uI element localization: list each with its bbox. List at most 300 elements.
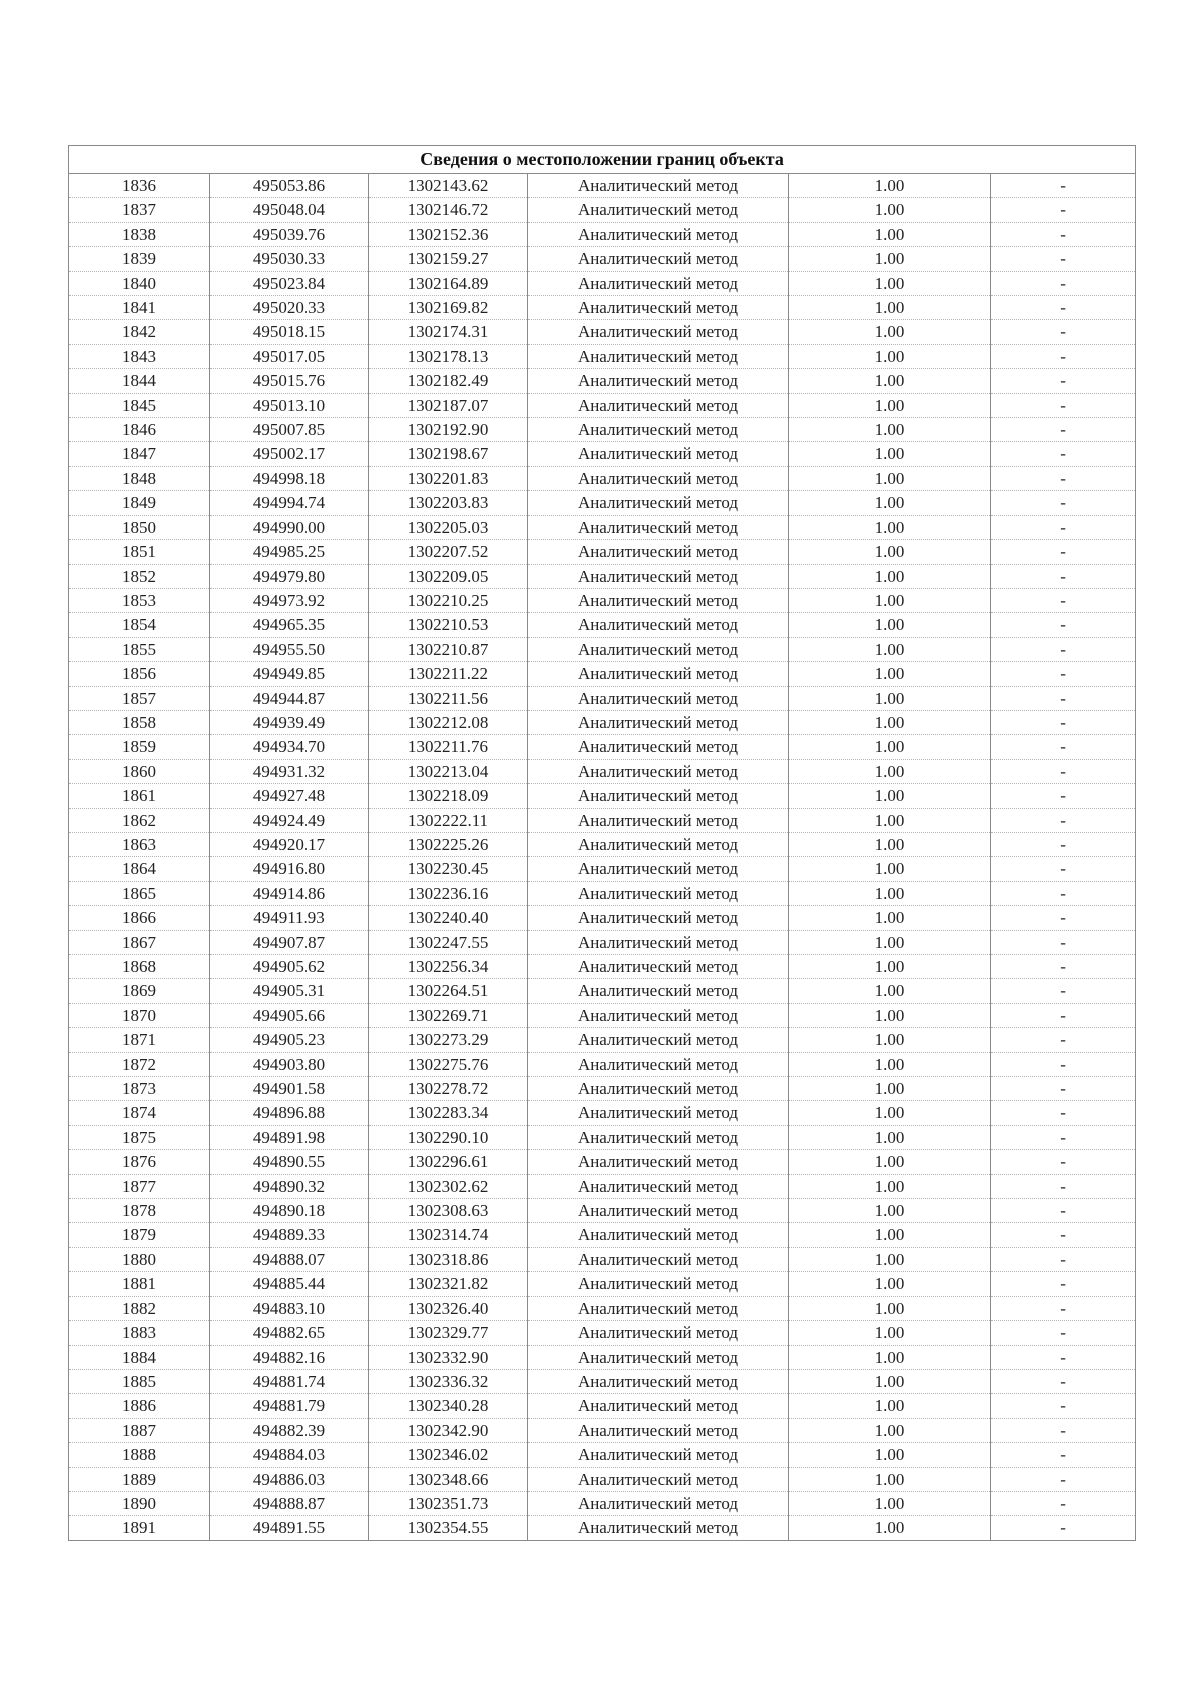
description-cell: - [991, 906, 1136, 930]
method-cell: Аналитический метод [528, 784, 789, 808]
x-coordinate-cell: 494889.33 [210, 1223, 369, 1247]
y-coordinate-cell: 1302290.10 [369, 1125, 528, 1149]
description-cell: - [991, 369, 1136, 393]
y-coordinate-cell: 1302182.49 [369, 369, 528, 393]
y-coordinate-cell: 1302351.73 [369, 1491, 528, 1515]
table-row [69, 320, 1136, 344]
accuracy-cell: 1.00 [789, 1516, 991, 1540]
description-cell: - [991, 564, 1136, 588]
accuracy-cell: 1.00 [789, 442, 991, 466]
method-cell: Аналитический метод [528, 222, 789, 246]
description-cell: - [991, 540, 1136, 564]
accuracy-cell: 1.00 [789, 369, 991, 393]
y-coordinate-cell: 1302247.55 [369, 930, 528, 954]
x-coordinate-cell: 495015.76 [210, 369, 369, 393]
accuracy-cell: 1.00 [789, 710, 991, 734]
table-row [69, 466, 1136, 490]
method-cell: Аналитический метод [528, 1443, 789, 1467]
y-coordinate-cell: 1302178.13 [369, 344, 528, 368]
description-cell: - [991, 271, 1136, 295]
x-coordinate-cell: 494890.55 [210, 1150, 369, 1174]
accuracy-cell: 1.00 [789, 540, 991, 564]
x-coordinate-cell: 494882.39 [210, 1418, 369, 1442]
method-cell: Аналитический метод [528, 271, 789, 295]
description-cell: - [991, 1321, 1136, 1345]
x-coordinate-cell: 494905.23 [210, 1028, 369, 1052]
accuracy-cell: 1.00 [789, 1174, 991, 1198]
method-cell: Аналитический метод [528, 662, 789, 686]
table-row [69, 735, 1136, 759]
table-row [69, 979, 1136, 1003]
description-cell: - [991, 1369, 1136, 1393]
accuracy-cell: 1.00 [789, 393, 991, 417]
description-cell: - [991, 1003, 1136, 1027]
table-row [69, 1247, 1136, 1271]
point-number-cell: 1864 [69, 857, 210, 881]
y-coordinate-cell: 1302275.76 [369, 1052, 528, 1076]
table-row [69, 784, 1136, 808]
table-row [69, 906, 1136, 930]
table-title-row [69, 146, 1136, 174]
x-coordinate-cell: 495018.15 [210, 320, 369, 344]
point-number-cell: 1868 [69, 955, 210, 979]
point-number-cell: 1861 [69, 784, 210, 808]
y-coordinate-cell: 1302283.34 [369, 1101, 528, 1125]
point-number-cell: 1843 [69, 344, 210, 368]
point-number-cell: 1888 [69, 1443, 210, 1467]
method-cell: Аналитический метод [528, 296, 789, 320]
y-coordinate-cell: 1302143.62 [369, 174, 528, 198]
y-coordinate-cell: 1302198.67 [369, 442, 528, 466]
method-cell: Аналитический метод [528, 613, 789, 637]
table-row [69, 857, 1136, 881]
boundary-coordinates-table [68, 145, 1136, 1541]
x-coordinate-cell: 494924.49 [210, 808, 369, 832]
method-cell: Аналитический метод [528, 564, 789, 588]
description-cell: - [991, 1223, 1136, 1247]
description-cell: - [991, 1028, 1136, 1052]
description-cell: - [991, 1150, 1136, 1174]
accuracy-cell: 1.00 [789, 1345, 991, 1369]
description-cell: - [991, 1199, 1136, 1223]
description-cell: - [991, 515, 1136, 539]
x-coordinate-cell: 494881.79 [210, 1394, 369, 1418]
x-coordinate-cell: 494882.65 [210, 1321, 369, 1345]
description-cell: - [991, 808, 1136, 832]
x-coordinate-cell: 494903.80 [210, 1052, 369, 1076]
table-row [69, 613, 1136, 637]
table-row [69, 222, 1136, 246]
x-coordinate-cell: 494990.00 [210, 515, 369, 539]
point-number-cell: 1867 [69, 930, 210, 954]
y-coordinate-cell: 1302212.08 [369, 710, 528, 734]
point-number-cell: 1839 [69, 247, 210, 271]
method-cell: Аналитический метод [528, 1272, 789, 1296]
method-cell: Аналитический метод [528, 686, 789, 710]
x-coordinate-cell: 495023.84 [210, 271, 369, 295]
table-row [69, 930, 1136, 954]
point-number-cell: 1858 [69, 710, 210, 734]
point-number-cell: 1856 [69, 662, 210, 686]
x-coordinate-cell: 495048.04 [210, 198, 369, 222]
accuracy-cell: 1.00 [789, 906, 991, 930]
method-cell: Аналитический метод [528, 1125, 789, 1149]
point-number-cell: 1853 [69, 588, 210, 612]
point-number-cell: 1871 [69, 1028, 210, 1052]
description-cell: - [991, 613, 1136, 637]
method-cell: Аналитический метод [528, 1467, 789, 1491]
table-row [69, 418, 1136, 442]
description-cell: - [991, 1272, 1136, 1296]
description-cell: - [991, 784, 1136, 808]
x-coordinate-cell: 494891.98 [210, 1125, 369, 1149]
x-coordinate-cell: 494939.49 [210, 710, 369, 734]
point-number-cell: 1884 [69, 1345, 210, 1369]
x-coordinate-cell: 494905.62 [210, 955, 369, 979]
x-coordinate-cell: 494881.74 [210, 1369, 369, 1393]
y-coordinate-cell: 1302211.22 [369, 662, 528, 686]
method-cell: Аналитический метод [528, 1028, 789, 1052]
table-row [69, 1003, 1136, 1027]
table-row [69, 198, 1136, 222]
table-row [69, 344, 1136, 368]
y-coordinate-cell: 1302210.87 [369, 637, 528, 661]
table-row [69, 1443, 1136, 1467]
description-cell: - [991, 759, 1136, 783]
accuracy-cell: 1.00 [789, 955, 991, 979]
point-number-cell: 1862 [69, 808, 210, 832]
y-coordinate-cell: 1302205.03 [369, 515, 528, 539]
method-cell: Аналитический метод [528, 466, 789, 490]
method-cell: Аналитический метод [528, 1077, 789, 1101]
accuracy-cell: 1.00 [789, 222, 991, 246]
table-body [69, 174, 1136, 1541]
point-number-cell: 1869 [69, 979, 210, 1003]
table-row [69, 1101, 1136, 1125]
table-row [69, 369, 1136, 393]
point-number-cell: 1887 [69, 1418, 210, 1442]
description-cell: - [991, 1516, 1136, 1540]
point-number-cell: 1846 [69, 418, 210, 442]
accuracy-cell: 1.00 [789, 1321, 991, 1345]
x-coordinate-cell: 494886.03 [210, 1467, 369, 1491]
x-coordinate-cell: 494884.03 [210, 1443, 369, 1467]
point-number-cell: 1883 [69, 1321, 210, 1345]
accuracy-cell: 1.00 [789, 1369, 991, 1393]
table-row [69, 1467, 1136, 1491]
accuracy-cell: 1.00 [789, 1247, 991, 1271]
table-row [69, 808, 1136, 832]
method-cell: Аналитический метод [528, 857, 789, 881]
method-cell: Аналитический метод [528, 1101, 789, 1125]
method-cell: Аналитический метод [528, 1491, 789, 1515]
table-title: Сведения о местоположении границ объекта [69, 146, 1136, 174]
accuracy-cell: 1.00 [789, 930, 991, 954]
method-cell: Аналитический метод [528, 1369, 789, 1393]
accuracy-cell: 1.00 [789, 588, 991, 612]
table-row [69, 1345, 1136, 1369]
description-cell: - [991, 247, 1136, 271]
method-cell: Аналитический метод [528, 1418, 789, 1442]
method-cell: Аналитический метод [528, 1345, 789, 1369]
accuracy-cell: 1.00 [789, 491, 991, 515]
method-cell: Аналитический метод [528, 344, 789, 368]
y-coordinate-cell: 1302302.62 [369, 1174, 528, 1198]
y-coordinate-cell: 1302318.86 [369, 1247, 528, 1271]
accuracy-cell: 1.00 [789, 759, 991, 783]
point-number-cell: 1865 [69, 881, 210, 905]
x-coordinate-cell: 495017.05 [210, 344, 369, 368]
description-cell: - [991, 466, 1136, 490]
accuracy-cell: 1.00 [789, 1003, 991, 1027]
accuracy-cell: 1.00 [789, 686, 991, 710]
point-number-cell: 1844 [69, 369, 210, 393]
x-coordinate-cell: 494890.18 [210, 1199, 369, 1223]
accuracy-cell: 1.00 [789, 296, 991, 320]
description-cell: - [991, 588, 1136, 612]
y-coordinate-cell: 1302236.16 [369, 881, 528, 905]
x-coordinate-cell: 494949.85 [210, 662, 369, 686]
table-row [69, 1077, 1136, 1101]
point-number-cell: 1881 [69, 1272, 210, 1296]
x-coordinate-cell: 494911.93 [210, 906, 369, 930]
accuracy-cell: 1.00 [789, 320, 991, 344]
accuracy-cell: 1.00 [789, 1296, 991, 1320]
method-cell: Аналитический метод [528, 369, 789, 393]
method-cell: Аналитический метод [528, 1321, 789, 1345]
accuracy-cell: 1.00 [789, 1418, 991, 1442]
method-cell: Аналитический метод [528, 808, 789, 832]
accuracy-cell: 1.00 [789, 247, 991, 271]
y-coordinate-cell: 1302354.55 [369, 1516, 528, 1540]
point-number-cell: 1855 [69, 637, 210, 661]
point-number-cell: 1889 [69, 1467, 210, 1491]
y-coordinate-cell: 1302326.40 [369, 1296, 528, 1320]
point-number-cell: 1880 [69, 1247, 210, 1271]
table-row [69, 710, 1136, 734]
x-coordinate-cell: 494931.32 [210, 759, 369, 783]
table-row [69, 491, 1136, 515]
description-cell: - [991, 198, 1136, 222]
x-coordinate-cell: 494985.25 [210, 540, 369, 564]
method-cell: Аналитический метод [528, 1003, 789, 1027]
table-row [69, 1394, 1136, 1418]
y-coordinate-cell: 1302329.77 [369, 1321, 528, 1345]
accuracy-cell: 1.00 [789, 1394, 991, 1418]
x-coordinate-cell: 494944.87 [210, 686, 369, 710]
point-number-cell: 1852 [69, 564, 210, 588]
method-cell: Аналитический метод [528, 1516, 789, 1540]
accuracy-cell: 1.00 [789, 1491, 991, 1515]
x-coordinate-cell: 495053.86 [210, 174, 369, 198]
y-coordinate-cell: 1302192.90 [369, 418, 528, 442]
y-coordinate-cell: 1302210.53 [369, 613, 528, 637]
method-cell: Аналитический метод [528, 515, 789, 539]
method-cell: Аналитический метод [528, 832, 789, 856]
description-cell: - [991, 1491, 1136, 1515]
y-coordinate-cell: 1302296.61 [369, 1150, 528, 1174]
accuracy-cell: 1.00 [789, 1125, 991, 1149]
y-coordinate-cell: 1302321.82 [369, 1272, 528, 1296]
y-coordinate-cell: 1302210.25 [369, 588, 528, 612]
point-number-cell: 1845 [69, 393, 210, 417]
method-cell: Аналитический метод [528, 1150, 789, 1174]
table-row [69, 1223, 1136, 1247]
y-coordinate-cell: 1302207.52 [369, 540, 528, 564]
x-coordinate-cell: 495013.10 [210, 393, 369, 417]
method-cell: Аналитический метод [528, 735, 789, 759]
description-cell: - [991, 1125, 1136, 1149]
accuracy-cell: 1.00 [789, 1467, 991, 1491]
table-row [69, 1052, 1136, 1076]
y-coordinate-cell: 1302152.36 [369, 222, 528, 246]
description-cell: - [991, 320, 1136, 344]
table-row [69, 393, 1136, 417]
y-coordinate-cell: 1302159.27 [369, 247, 528, 271]
y-coordinate-cell: 1302213.04 [369, 759, 528, 783]
point-number-cell: 1842 [69, 320, 210, 344]
x-coordinate-cell: 494896.88 [210, 1101, 369, 1125]
method-cell: Аналитический метод [528, 174, 789, 198]
table-row [69, 955, 1136, 979]
table-row [69, 759, 1136, 783]
x-coordinate-cell: 494914.86 [210, 881, 369, 905]
point-number-cell: 1870 [69, 1003, 210, 1027]
y-coordinate-cell: 1302348.66 [369, 1467, 528, 1491]
x-coordinate-cell: 495039.76 [210, 222, 369, 246]
description-cell: - [991, 735, 1136, 759]
point-number-cell: 1874 [69, 1101, 210, 1125]
y-coordinate-cell: 1302209.05 [369, 564, 528, 588]
y-coordinate-cell: 1302222.11 [369, 808, 528, 832]
point-number-cell: 1836 [69, 174, 210, 198]
description-cell: - [991, 881, 1136, 905]
x-coordinate-cell: 495030.33 [210, 247, 369, 271]
table-row [69, 1150, 1136, 1174]
accuracy-cell: 1.00 [789, 1077, 991, 1101]
table-row [69, 1174, 1136, 1198]
table-row [69, 588, 1136, 612]
y-coordinate-cell: 1302230.45 [369, 857, 528, 881]
accuracy-cell: 1.00 [789, 174, 991, 198]
accuracy-cell: 1.00 [789, 1028, 991, 1052]
point-number-cell: 1878 [69, 1199, 210, 1223]
point-number-cell: 1847 [69, 442, 210, 466]
x-coordinate-cell: 494973.92 [210, 588, 369, 612]
description-cell: - [991, 637, 1136, 661]
y-coordinate-cell: 1302174.31 [369, 320, 528, 344]
x-coordinate-cell: 494927.48 [210, 784, 369, 808]
method-cell: Аналитический метод [528, 1296, 789, 1320]
y-coordinate-cell: 1302278.72 [369, 1077, 528, 1101]
accuracy-cell: 1.00 [789, 832, 991, 856]
method-cell: Аналитический метод [528, 906, 789, 930]
table-row [69, 1199, 1136, 1223]
point-number-cell: 1885 [69, 1369, 210, 1393]
x-coordinate-cell: 494916.80 [210, 857, 369, 881]
y-coordinate-cell: 1302269.71 [369, 1003, 528, 1027]
y-coordinate-cell: 1302336.32 [369, 1369, 528, 1393]
accuracy-cell: 1.00 [789, 881, 991, 905]
accuracy-cell: 1.00 [789, 1150, 991, 1174]
y-coordinate-cell: 1302203.83 [369, 491, 528, 515]
description-cell: - [991, 418, 1136, 442]
table-row [69, 174, 1136, 198]
description-cell: - [991, 296, 1136, 320]
y-coordinate-cell: 1302146.72 [369, 198, 528, 222]
accuracy-cell: 1.00 [789, 466, 991, 490]
description-cell: - [991, 442, 1136, 466]
y-coordinate-cell: 1302169.82 [369, 296, 528, 320]
table-row [69, 1491, 1136, 1515]
table-row [69, 515, 1136, 539]
point-number-cell: 1859 [69, 735, 210, 759]
accuracy-cell: 1.00 [789, 613, 991, 637]
description-cell: - [991, 1247, 1136, 1271]
x-coordinate-cell: 494888.07 [210, 1247, 369, 1271]
table-row [69, 247, 1136, 271]
point-number-cell: 1851 [69, 540, 210, 564]
method-cell: Аналитический метод [528, 710, 789, 734]
method-cell: Аналитический метод [528, 637, 789, 661]
table-row [69, 1028, 1136, 1052]
description-cell: - [991, 662, 1136, 686]
y-coordinate-cell: 1302211.56 [369, 686, 528, 710]
description-cell: - [991, 1174, 1136, 1198]
point-number-cell: 1837 [69, 198, 210, 222]
table-row [69, 1369, 1136, 1393]
x-coordinate-cell: 494994.74 [210, 491, 369, 515]
x-coordinate-cell: 495007.85 [210, 418, 369, 442]
accuracy-cell: 1.00 [789, 808, 991, 832]
point-number-cell: 1877 [69, 1174, 210, 1198]
method-cell: Аналитический метод [528, 540, 789, 564]
point-number-cell: 1876 [69, 1150, 210, 1174]
point-number-cell: 1840 [69, 271, 210, 295]
description-cell: - [991, 393, 1136, 417]
method-cell: Аналитический метод [528, 1052, 789, 1076]
x-coordinate-cell: 494965.35 [210, 613, 369, 637]
point-number-cell: 1879 [69, 1223, 210, 1247]
accuracy-cell: 1.00 [789, 1272, 991, 1296]
accuracy-cell: 1.00 [789, 1443, 991, 1467]
table-row [69, 1516, 1136, 1540]
table-row [69, 1125, 1136, 1149]
table-row [69, 564, 1136, 588]
x-coordinate-cell: 494890.32 [210, 1174, 369, 1198]
x-coordinate-cell: 494979.80 [210, 564, 369, 588]
description-cell: - [991, 1052, 1136, 1076]
method-cell: Аналитический метод [528, 1174, 789, 1198]
method-cell: Аналитический метод [528, 418, 789, 442]
description-cell: - [991, 174, 1136, 198]
accuracy-cell: 1.00 [789, 735, 991, 759]
point-number-cell: 1841 [69, 296, 210, 320]
x-coordinate-cell: 494883.10 [210, 1296, 369, 1320]
x-coordinate-cell: 494905.66 [210, 1003, 369, 1027]
method-cell: Аналитический метод [528, 588, 789, 612]
accuracy-cell: 1.00 [789, 1052, 991, 1076]
y-coordinate-cell: 1302264.51 [369, 979, 528, 1003]
method-cell: Аналитический метод [528, 320, 789, 344]
point-number-cell: 1873 [69, 1077, 210, 1101]
method-cell: Аналитический метод [528, 1247, 789, 1271]
y-coordinate-cell: 1302164.89 [369, 271, 528, 295]
x-coordinate-cell: 494998.18 [210, 466, 369, 490]
accuracy-cell: 1.00 [789, 857, 991, 881]
table-row [69, 296, 1136, 320]
x-coordinate-cell: 494905.31 [210, 979, 369, 1003]
